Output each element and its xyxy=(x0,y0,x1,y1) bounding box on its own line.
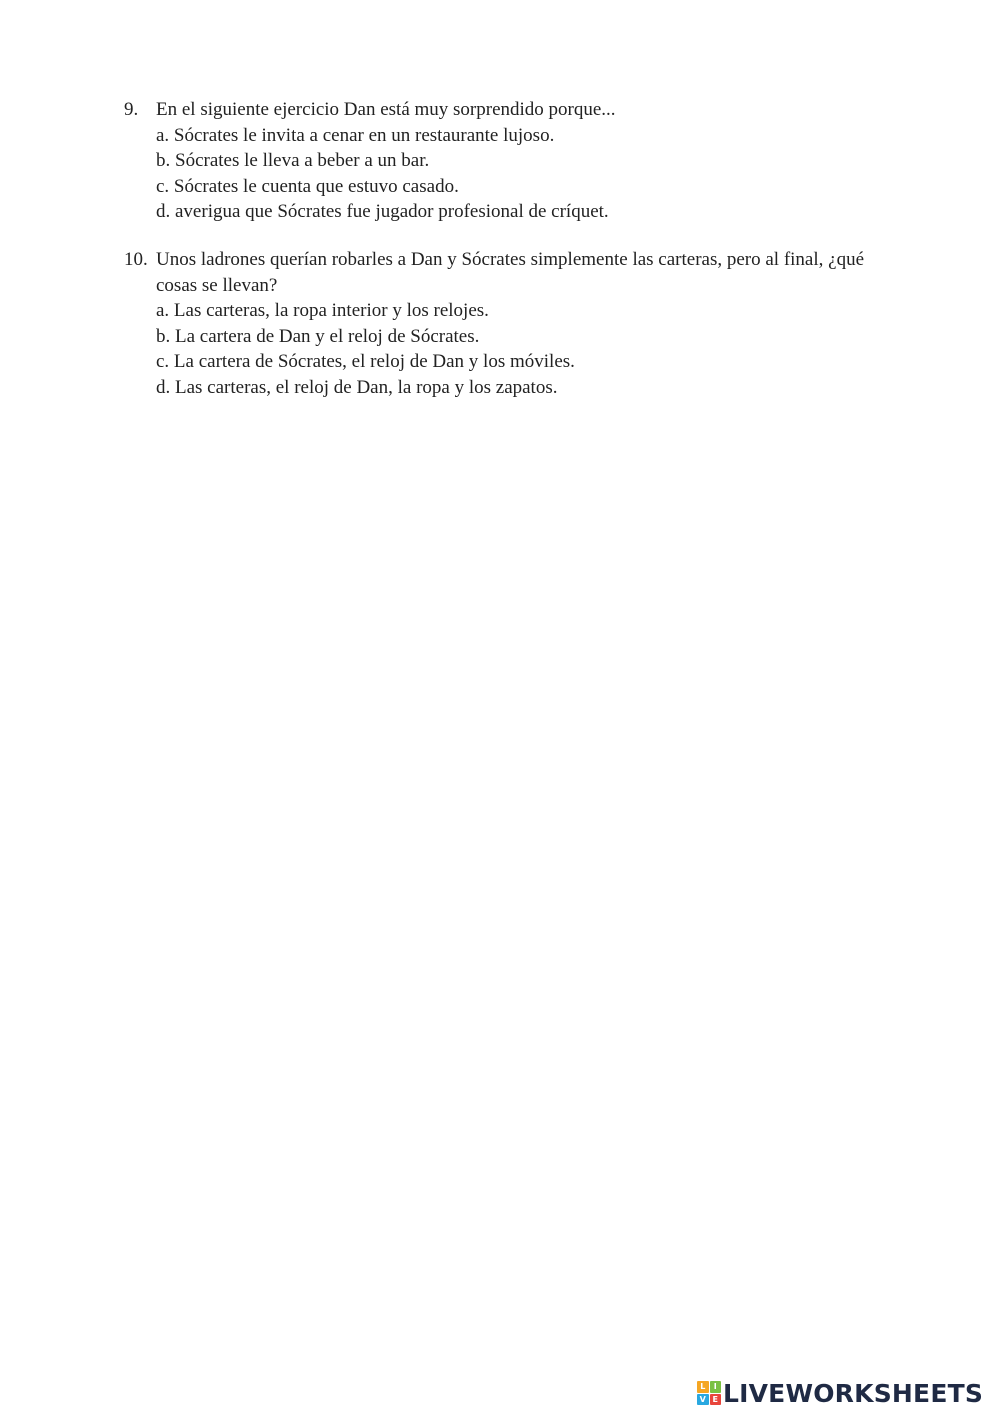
option-b: b. Sócrates le lleva a beber a un bar. xyxy=(156,150,430,171)
option-a: a. Las carteras, la ropa interior y los relojes. xyxy=(156,300,489,321)
option-c: c. Sócrates le cuenta que estuvo casado. xyxy=(156,175,459,197)
logo-text: LIVEWORKSHEETS xyxy=(723,1378,984,1408)
option-d: d. averigua que Sócrates fue jugador profesional de críquet. xyxy=(156,201,609,222)
question-number: 10. xyxy=(124,249,148,270)
logo-square-v: V xyxy=(697,1394,709,1406)
liveworksheets-logo xyxy=(697,1379,983,1407)
option-b: b. La cartera de Dan y el reloj de Sócrates. xyxy=(156,325,480,347)
answer-options xyxy=(124,123,884,225)
question-10 xyxy=(124,247,884,400)
question-9 xyxy=(124,97,884,225)
option-c: c. La cartera de Sócrates, el reloj de Dan y los móviles. xyxy=(156,351,575,372)
answer-options xyxy=(124,298,884,400)
question-number: 9. xyxy=(124,99,139,120)
liveworksheets-logo-icon xyxy=(697,1381,721,1405)
option-a: a. Sócrates le invita a cenar en un restaurante lujoso. xyxy=(156,124,555,146)
logo-square-e: E xyxy=(710,1394,722,1406)
option-d: d. Las carteras, el reloj de Dan, la ropa y los zapatos. xyxy=(156,376,558,398)
logo-square-i: I xyxy=(710,1381,722,1393)
logo-square-l: L xyxy=(697,1381,709,1393)
question-text: Unos ladrones querían robarles a Dan y Sócrates simplemente las carteras, pero al final, ¿qué cosas se llevan? xyxy=(156,249,865,296)
question-text: En el siguiente ejercicio Dan está muy sorprendido porque... xyxy=(156,99,616,120)
